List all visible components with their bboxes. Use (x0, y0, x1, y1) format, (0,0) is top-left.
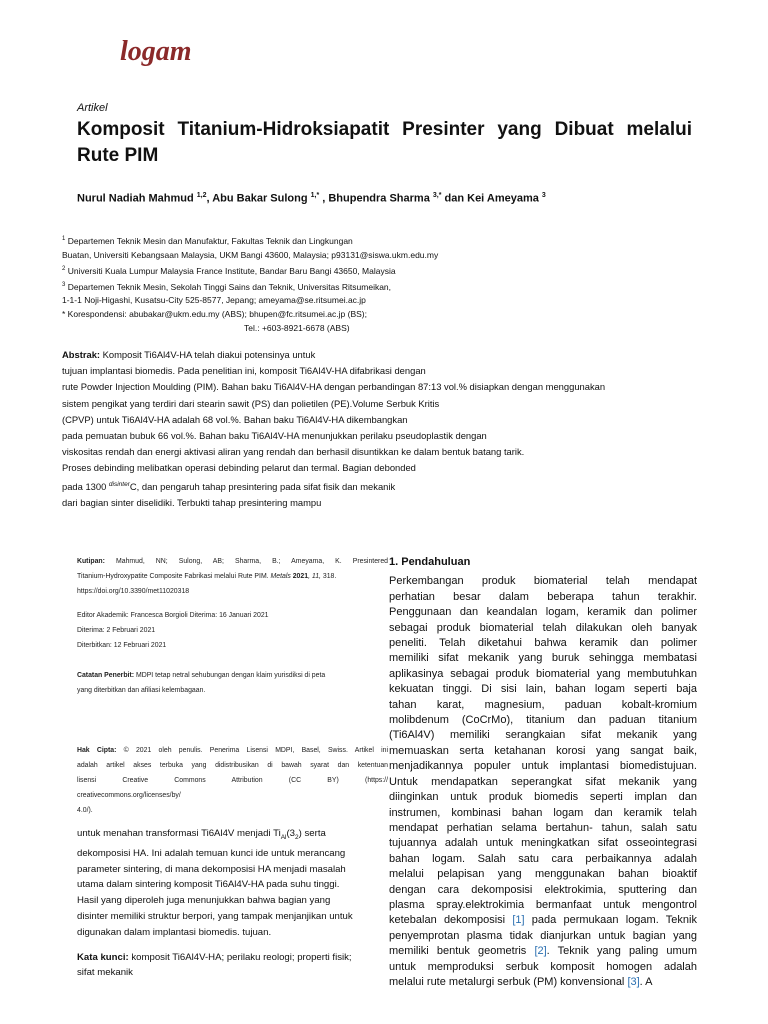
body-text: mendapat perhatian selama bertahun- tahun, salah satu (389, 821, 697, 834)
abstract-continuation (77, 826, 388, 940)
body-text: aplikasinya sebagai produk biomaterial yang membutuhkan (389, 667, 697, 680)
abstract (62, 347, 722, 511)
author-affil-mark: 1,* (310, 192, 320, 199)
body-text: plasma spray.elektrokimia bermanfaat untuk mengontrol (389, 898, 697, 911)
body-text: menjadikannya populer untuk implantasi biomedistujuan. (389, 760, 697, 773)
copyright-line: adalah artikel akses terbuka yang didistribusikan di bawah syarat dan ketentuan (77, 762, 388, 769)
publisher-note-line: yang diterbitkan dan afiliasi kelembagaan. (77, 687, 206, 694)
author-affil-mark: 3,* (432, 192, 442, 199)
abstract-text: viskositas rendah dan energi aktivasi aliran yang rendah dan berhasil disuntikkan ke dalam bentuk batang tarik. (62, 446, 525, 458)
body-text: untuk menahan transformasi Ti6Al4V menjadi $Ti_{Al}(3_2)$ serta (77, 828, 326, 841)
body-text: Untuk mendapatkan seperangkat sifat mekanik yang (389, 775, 697, 788)
body-text: diinginkan untuk produk biomedis seperti implan dan (389, 791, 697, 804)
body-text: tahan karat, magnesium, paduan kobalt-kromium (389, 698, 697, 711)
article-info-sidebar (77, 554, 388, 818)
author-affil-mark: 1,2 (196, 192, 207, 199)
body-text: instrumen, kombinasi bahan logam dan keramik telah (389, 806, 697, 819)
body-text: utama dalam sintering komposit Ti6Al4V-HA pada suhu tinggi. (77, 879, 340, 891)
body-text: Penggunaan dan keandalan logam, keramik dan polimer (389, 606, 697, 619)
author-name: dan Kei Ameyama (441, 192, 542, 205)
abstract-label: Abstrak: (62, 349, 101, 360)
abstract-text: pada 1300 $^{disinter}$C, dan pengaruh tahap presintering pada sifat fisik dan mekanik (62, 480, 396, 492)
license-link[interactable]: creativecommons.org/licenses/by/ (77, 792, 181, 799)
abstract-text: tujuan implantasi biomedis. Pada penelitian ini, komposit Ti6Al4V-HA difabrikasi dengan (62, 365, 426, 377)
keywords-line: Kata kunci: komposit Ti6Al4V-HA; perilaku reologi; properti fisik; (77, 952, 352, 963)
body-text: tujuannya adalah untuk meningkatkan sifat osseointegrasi (389, 837, 697, 850)
abstract-text: dari bagian sinter diselidiki. Terbukti tahap presintering mampu (62, 496, 322, 508)
correspondence-line: * Korespondensi: abubakar@ukm.edu.my (ABS); bhupen@fc.ritsumei.ac.jp (BS); (62, 309, 367, 320)
page-title: Komposit Titanium-Hidroksiapatit Presinter yang Dibuat melalui Rute PIM (77, 119, 692, 166)
body-text: dengan cara dekomposisi elektrokimia, sputtering dan (389, 883, 697, 896)
affiliation-line: $^3$ Departemen Teknik Mesin, Sekolah Tinggi Sains dan Teknik, Universitas Ritsumeikan, (62, 281, 392, 292)
author-affil-mark: 3 (541, 192, 546, 199)
keywords (77, 950, 388, 980)
section-heading: 1. Pendahuluan (389, 556, 471, 568)
reference-link[interactable]: [1] (512, 914, 525, 927)
author-list (77, 192, 546, 205)
copyright-line: Hak Cipta: © 2021 oleh penulis. Penerima Lisensi MDPI, Basel, Swiss. Artikel ini (77, 747, 388, 754)
article-type: Artikel (77, 102, 108, 114)
abstract-text: Proses debinding melibatkan operasi debinding pelarut dan termal. Bagian debonded (62, 462, 416, 474)
keywords-line: sifat mekanik (77, 967, 133, 978)
citation-line: Kutipan: Mahmud, NN; Sulong, AB; Sharma, B.; Ameyama, K. Presintered (77, 558, 388, 565)
doi-link[interactable]: https://doi.org/10.3390/met11020318 (77, 588, 190, 595)
reference-link[interactable]: [2] (534, 945, 547, 958)
license-link[interactable]: 4.0/). (77, 807, 93, 814)
abstract-text: sistem pengikat yang terdiri dari stearin sawit (PS) dan polietilen (PE).Volume Serbuk Kritis (62, 397, 440, 409)
body-text: ketebalan dekomposisi [1] pada permukaan logam. Teknik (389, 914, 697, 927)
body-text: memuaskan serta ketahanan korosi yang sangat baik, (389, 744, 697, 757)
abstract-text: (CPVP) untuk Ti6Al4V-HA adalah 68 vol.%. Bahan baku Ti6Al4V-HA dikembangkan (62, 413, 408, 425)
body-text: parameter sintering, di mana dekomposisi HA menjadi masalah (77, 863, 346, 875)
affiliation-line: $^1$ Departemen Teknik Mesin dan Manufaktur, Fakultas Teknik dan Lingkungan (62, 235, 353, 246)
abstract-text: Komposit Ti6Al4V-HA telah diakui potensinya untuk (100, 349, 316, 360)
author-name: , Bhupendra Sharma (319, 192, 433, 205)
introduction-section (389, 555, 697, 990)
author-name: , Abu Bakar Sulong (206, 192, 311, 205)
body-text: molibdenum (CoCrMo), titanium dan paduan titanium (389, 714, 697, 727)
body-text: memiliki sifat mekanik yang buruk sehingga membatasi (389, 652, 697, 665)
body-text: sebagai produk biomaterial telah dilakukan oleh banyak (389, 621, 697, 634)
license-line: lisensi Creative Commons Attribution (CC BY) (https:// (77, 777, 388, 784)
journal-logo: logam (120, 36, 192, 67)
body-text: peneliti. Telah diketahui bahwa keramik dan polimer (389, 637, 697, 650)
published-line: Diterbitkan: 12 Februari 2021 (77, 642, 167, 649)
publisher-note-line: Catatan Penerbit: MDPI tetap netral sehubungan dengan klaim yurisdiksi di peta (77, 672, 326, 679)
body-text: kekuatan tinggi. Di sisi lain, bahan logam seperti baja (389, 683, 697, 696)
body-text: digunakan dalam implantasi biomedis. tujuan. (77, 926, 272, 938)
affiliation-line: 1-1-1 Noji-Higashi, Kusatsu-City 525-8577, Jepang; ameyama@se.ritsumei.ac.jp (62, 295, 366, 306)
affiliation-line: Buatan, Universiti Kebangsaan Malaysia, UKM Bangi 43600, Malaysia; p93131@siswa.ukm.edu.my (62, 249, 439, 260)
body-text: melalui pelapisan yang menggunakan bahan bioaktif (389, 868, 697, 881)
reference-link[interactable]: [3] (627, 975, 640, 988)
affiliation-line: $^2$ Universiti Kuala Lumpur Malaysia France Institute, Bandar Baru Bangi 43650, Malaysia (62, 265, 396, 276)
body-text: penyemprotan plasma tidak dianjurkan untuk bagian yang (389, 929, 697, 942)
body-text: dekomposisi HA. Ini adalah temuan kunci ide untuk merancang (77, 847, 346, 859)
abstract-text: pada pemuatan bubuk 66 vol.%. Bahan baku Ti6Al4V-HA menunjukkan perilaku pseudoplastik dengan (62, 430, 487, 442)
telephone-line: Tel.: +603-8921-6678 (ABS) (244, 323, 350, 334)
body-text: memiliki bentuk geometris [2]. Teknik yang paling umum (389, 945, 697, 958)
affiliations (62, 232, 702, 335)
body-text: perhatian besar dalam beberapa tahun terakhir. (389, 590, 697, 603)
received-line: Diterima: 2 Februari 2021 (77, 627, 156, 634)
author-name: Nurul Nadiah Mahmud (77, 192, 197, 205)
citation-line: Titanium-Hydroxypatite Composite Fabrikasi melalui Rute PIM. Metals 2021, 11, 318. (77, 573, 337, 580)
abstract-text: rute Powder Injection Moulding (PIM). Bahan baku Ti6Al4V-HA dengan perbandingan 87:13 vol.% disiapkan dengan menggunakan (62, 381, 606, 393)
body-text: (Ti6Al4V) memiliki serangkaian sifat mekanik yang (389, 729, 697, 742)
body-text: disinter memiliki struktur berpori, yang tampak menjanjikan untuk (77, 910, 353, 922)
body-text: untuk memproduksi serbuk komposit homogen adalah (389, 960, 697, 973)
body-text: Hasil yang diperoleh juga menunjukkan bahwa bagian yang (77, 895, 331, 907)
body-text: melalui rute metalurgi serbuk (PM) konvensional [3]. A (389, 975, 653, 988)
body-text: bahan logam. Salah satu cara perbaikannya adalah (389, 852, 697, 865)
body-text: Perkembangan produk biomaterial telah mendapat (389, 575, 697, 588)
editor-line: Editor Akademik: Francesca Borgioli Diterima: 16 Januari 2021 (77, 612, 269, 619)
